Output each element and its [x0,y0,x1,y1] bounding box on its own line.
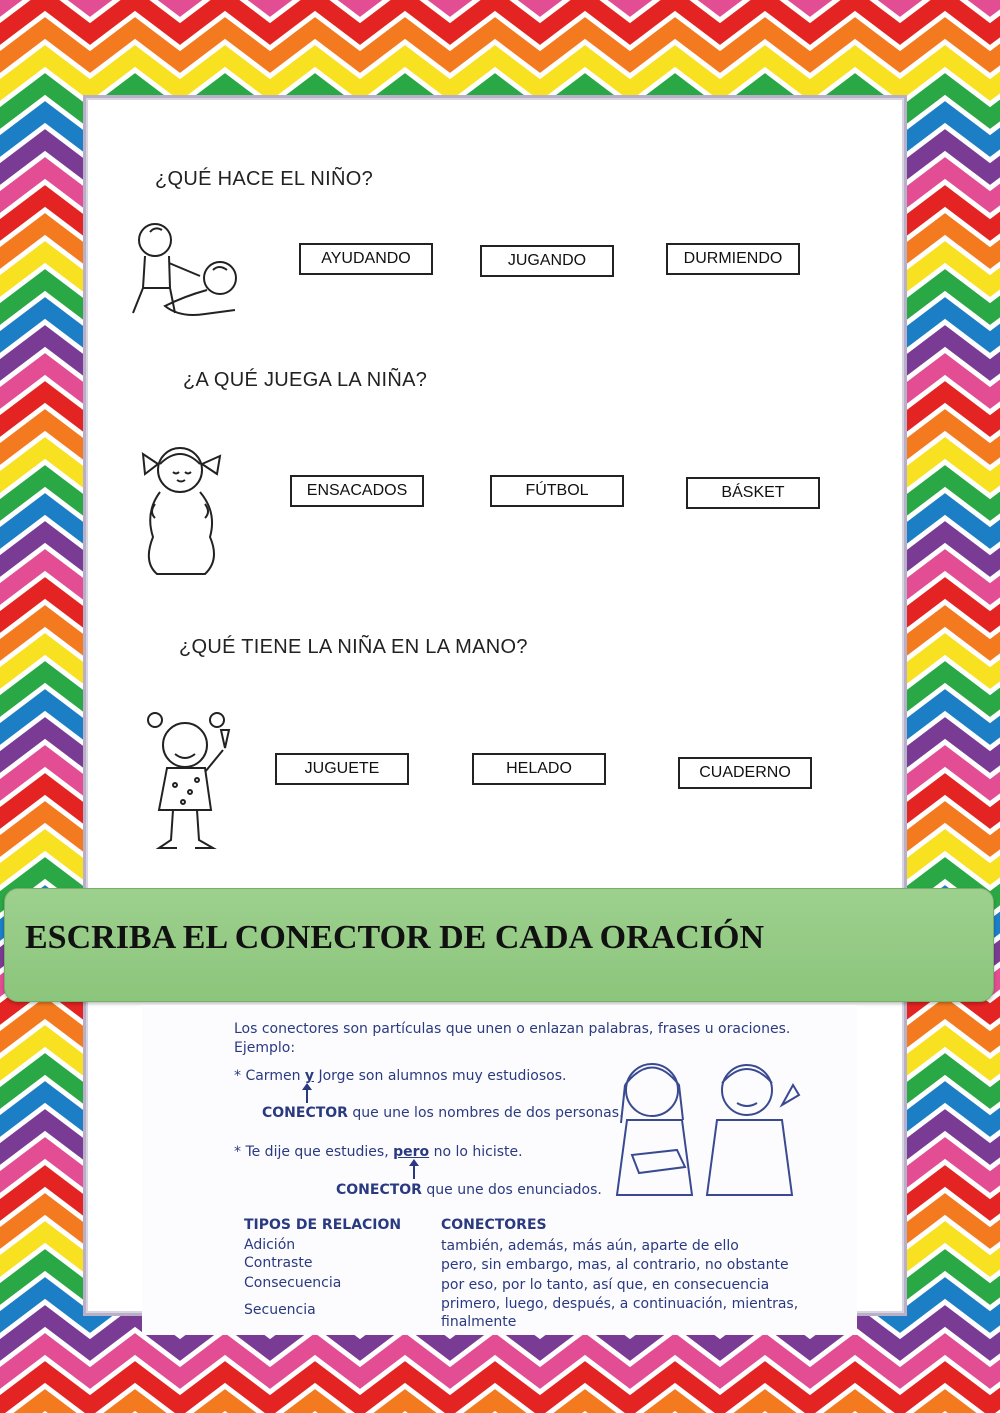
boy-helping-illustration [125,218,250,323]
connectors-info-box [142,1005,857,1335]
type-label: Adición [244,1237,296,1253]
example-1-note [262,1105,623,1121]
instruction-title: ESCRIBA EL CONECTOR DE CADA ORACIÓN [25,919,765,956]
types-column-header: TIPOS DE RELACION [244,1217,402,1233]
up-arrow-icon [306,1089,308,1103]
type-label: Contraste [244,1255,313,1271]
girl-sack-race-illustration [135,442,230,580]
connectors-column-header: CONECTORES [441,1217,547,1233]
answer-option[interactable]: CUADERNO [678,757,812,789]
connectors-list: primero, luego, después, a continuación, mientras, [441,1296,799,1312]
connector-label: CONECTOR [336,1182,422,1198]
question-2-title: ¿A QUÉ JUEGA LA NIÑA? [183,369,428,391]
answer-option[interactable]: AYUDANDO [299,243,433,275]
example-label: Ejemplo: [234,1040,296,1056]
answer-option[interactable]: BÁSKET [686,477,820,509]
girl-holding-icecream-illustration [145,710,235,855]
example-1 [234,1068,566,1084]
example-2-text-start: * Te dije que estudies, [234,1144,394,1160]
connectors-list: por eso, por lo tanto, así que, en consecuencia [441,1277,770,1293]
example-2-note-text: que une dos enunciados. [421,1182,602,1198]
answer-option[interactable]: JUGUETE [275,753,409,785]
example-1-text-start: * Carmen [234,1068,305,1084]
question-1-title: ¿QUÉ HACE EL NIÑO? [155,168,374,190]
intro-text: Los conectores son partículas que unen o enlazan palabras, frases u oraciones. [234,1021,791,1037]
instruction-banner [4,888,994,1002]
answer-option[interactable]: JUGANDO [480,245,614,277]
connectors-list: pero, sin embargo, mas, al contrario, no obstante [441,1257,789,1273]
type-label: Secuencia [244,1302,316,1318]
connectors-list-continued: finalmente [441,1314,517,1330]
example-1-text-end: Jorge son alumnos muy estudiosos. [314,1068,567,1084]
example-2-connector: pero [393,1144,430,1160]
up-arrow-icon [413,1165,415,1179]
example-2 [234,1144,523,1160]
answer-option[interactable]: DURMIENDO [666,243,800,275]
answer-option[interactable]: ENSACADOS [290,475,424,507]
connectors-list: también, además, más aún, aparte de ello [441,1238,739,1254]
answer-option[interactable]: FÚTBOL [490,475,624,507]
answer-option[interactable]: HELADO [472,753,606,785]
example-2-text-end: no lo hiciste. [429,1144,523,1160]
example-2-note [336,1182,602,1198]
children-reading-illustration [597,1045,812,1205]
example-1-note-text: que une los nombres de dos personas. [347,1105,624,1121]
question-3-title: ¿QUÉ TIENE LA NIÑA EN LA MANO? [179,636,528,658]
connector-label: CONECTOR [262,1105,348,1121]
example-1-connector: y [304,1068,315,1084]
type-label: Consecuencia [244,1275,342,1291]
